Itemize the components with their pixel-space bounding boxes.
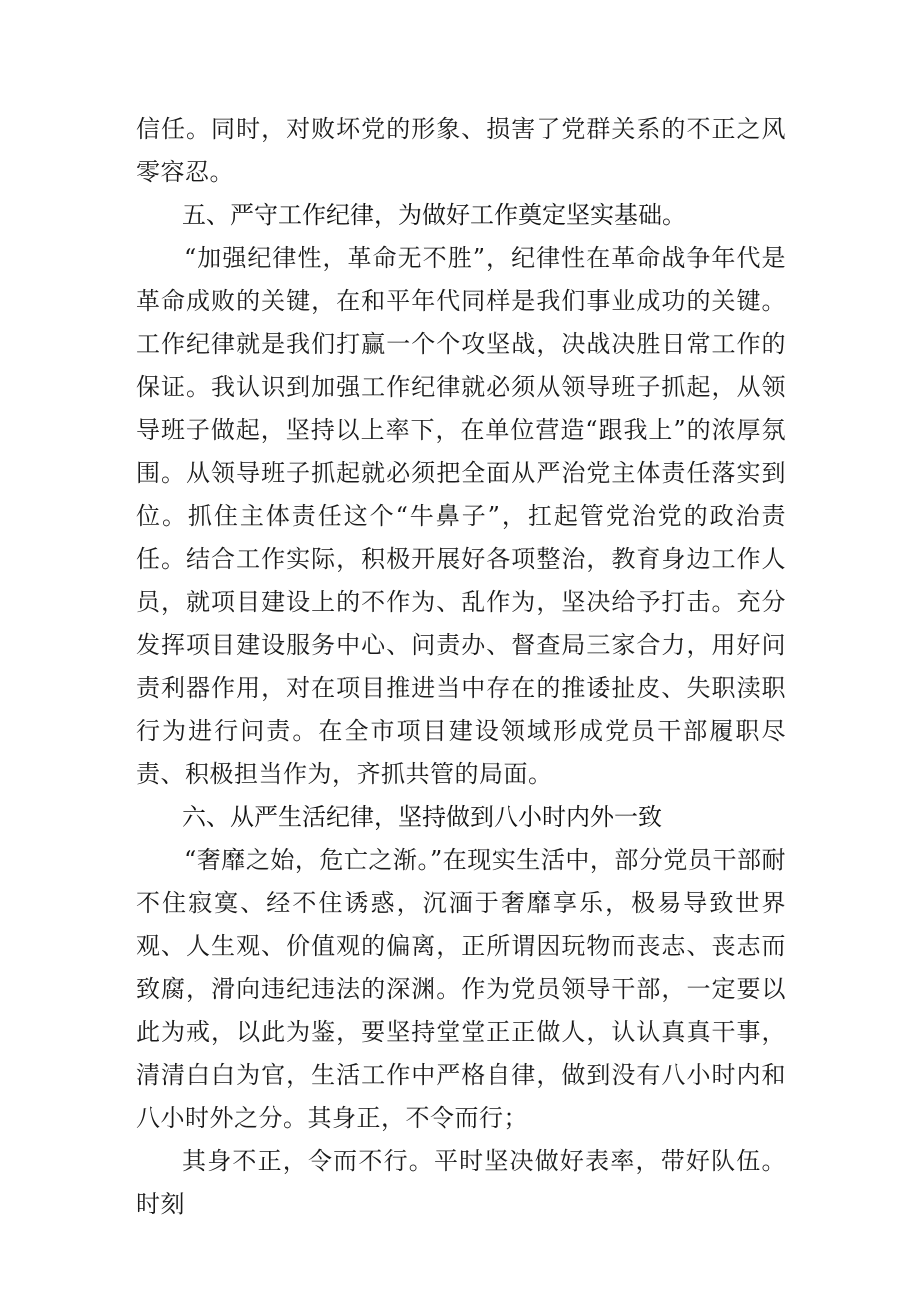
section-heading-life-discipline: 六、从严生活纪律，坚持做到八小时内外一致 xyxy=(182,803,662,831)
paragraph-work-discipline: “加强纪律性，革命无不胜”，纪律性在革命战争年代是革命成败的关键，在和平年代同样是我们事业成功的关键。工作纪律就是我们打赢一个个攻坚战，决战决胜日常工作的保证。我认识到加强工作纪律就必须从领导班子抓起，从领导班子做起，坚持以上率下，在单位营造“跟我上”的浓厚氛围。从领导班子抓起就必须把全面从严治党主体责任落实到位。抓住主体责任这个“牛鼻子”，扛起管党治党的政治责任。结合工作实际，积极开展好各项整治，教育身边工作人员，就项目建设上的不作为、乱作为，坚决给予打击。充分发挥项目建设服务中心、问责办、督查局三家合力，用好问责利器作用，对在项目推进当中存在的推诿扯皮、失职渎职行为进行问责。在全市项目建设领域形成党员干部履职尽责、积极担当作为，齐抓共管的局面。 xyxy=(136,244,786,788)
paragraph-trust-continuation: 信任。同时，对败坏党的形象、损害了党群关系的不正之风零容忍。 xyxy=(136,115,786,186)
document-body xyxy=(136,108,786,1226)
paragraph-tail: 其身不正，令而不行。平时坚决做好表率，带好队伍。时刻 xyxy=(136,1147,786,1218)
section-heading-work-discipline: 五、严守工作纪律，为做好工作奠定坚实基础。 xyxy=(182,201,686,229)
paragraph-life-discipline: “奢靡之始，危亡之渐。”在现实生活中，部分党员干部耐不住寂寞、经不住诱惑，沉湎于奢靡享乐，极易导致世界观、人生观、价值观的偏离，正所谓因玩物而丧志、丧志而致腐，滑向违纪违法的深渊。作为党员领导干部，一定要以此为戒，以此为鉴，要坚持堂堂正正做人，认认真真干事，清清白白为官，生活工作中严格自律，做到没有八小时内和八小时外之分。其身正，不令而行； xyxy=(136,846,786,1132)
